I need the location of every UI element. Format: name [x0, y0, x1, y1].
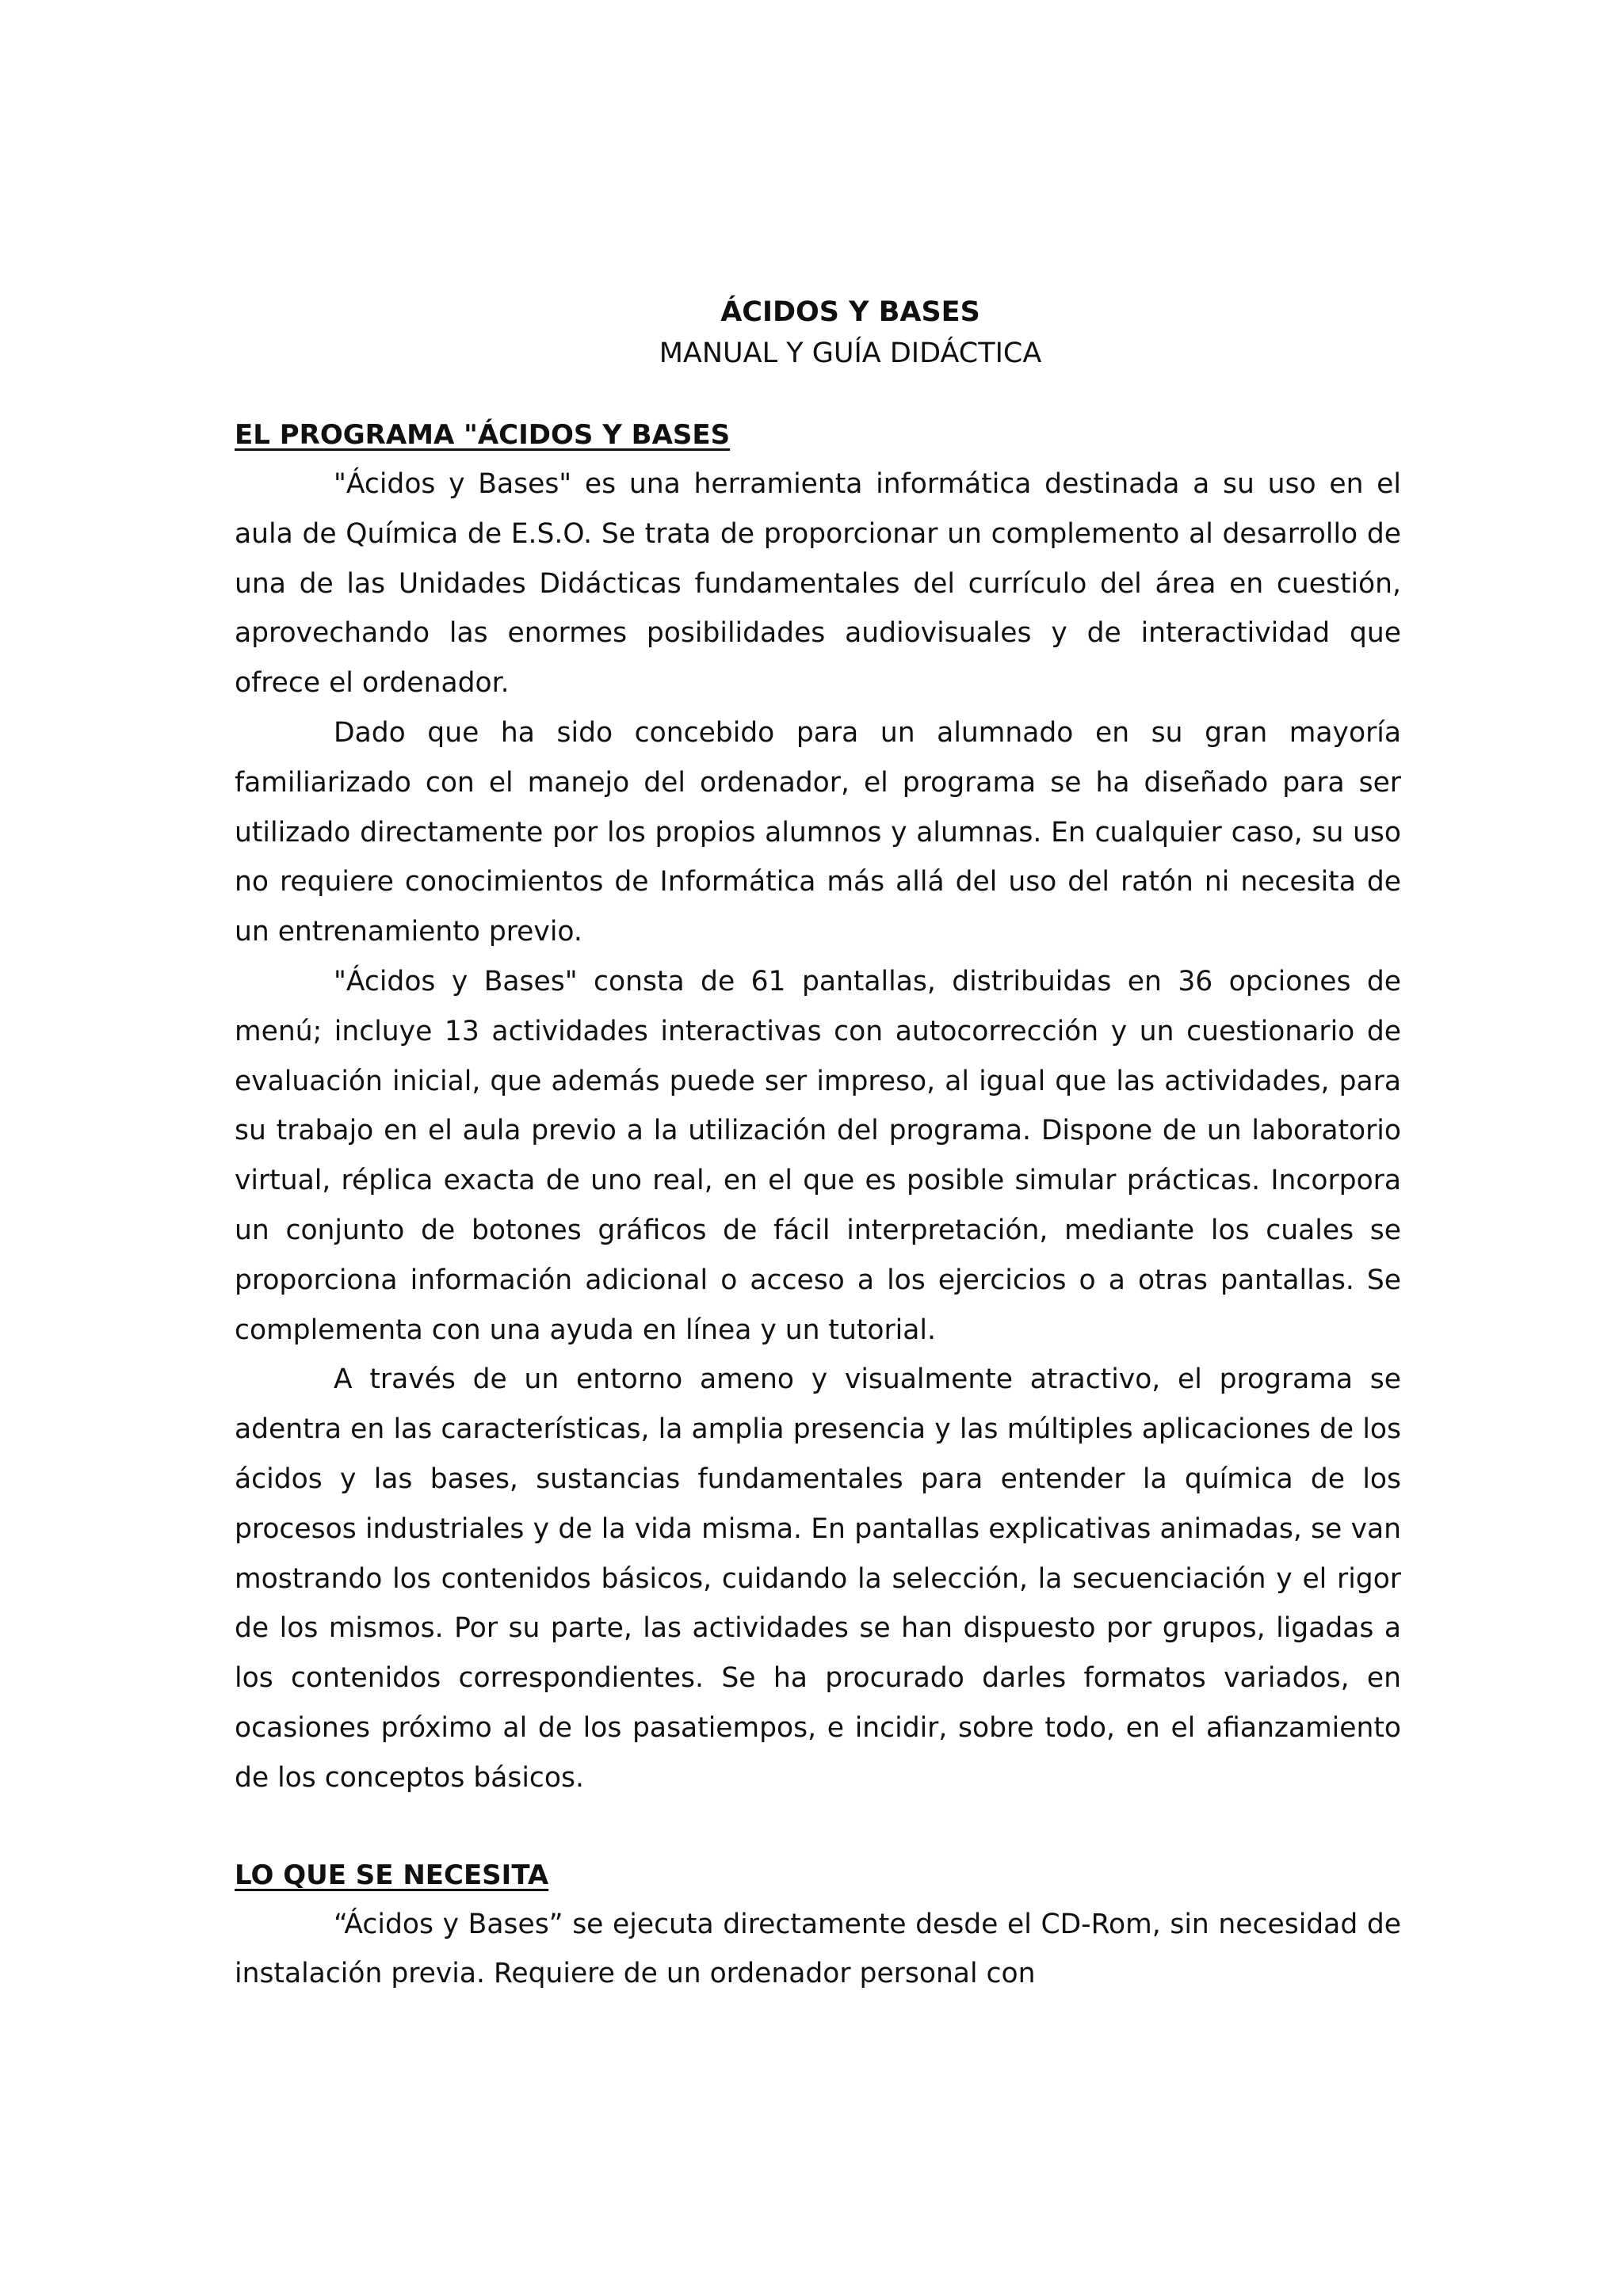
paragraph: A través de un entorno ameno y visualmente atractivo, el programa se adentra en las características, la amplia presencia y las múltiples aplicaciones de los ácidos y las bases, sustancias fundamentales para entender la química de los procesos industriales y de la vida misma. En pantallas explicativas animadas, se van mostrando los contenidos básicos, cuidando la selección, la secuenciación y el rigor de los mismos. Por su parte, las actividades se han dispuesto por grupos, ligadas a los contenidos correspondientes. Se ha procurado darles formatos variados, en ocasiones próximo al de los pasatiempos, e incidir, sobre todo, en el afianzamiento de los conceptos básicos. — [235, 1363, 1401, 1794]
paragraph: “Ácidos y Bases” se ejecuta directamente desde el CD-Rom, sin necesidad de instalación previa. Requiere de un ordenador personal con — [235, 1908, 1401, 1990]
document-subtitle: MANUAL Y GUÍA DIDÁCTICA — [659, 338, 1042, 369]
section-heading-el-programa: EL PROGRAMA "ÁCIDOS Y BASES — [235, 419, 731, 451]
paragraph: "Ácidos y Bases" es una herramienta informática destinada a su uso en el aula de Química de E.S.O. Se trata de proporcionar un complemento al desarrollo de una de las Unidades Didácticas fundamentales del currículo del área en cuestión, aprovechando las enormes posibilidades audiovisuales y de interactividad que ofrece el ordenador. — [235, 468, 1401, 700]
section-heading-lo-que-se-necesita: LO QUE SE NECESITA — [235, 1859, 549, 1891]
paragraph: Dado que ha sido concebido para un alumnado en su gran mayoría familiarizado con el manejo del ordenador, el programa se ha diseñado para ser utilizado directamente por los propios alumnos y alumnas. En cualquier caso, su uso no requiere conocimientos de Informática más allá del uso del ratón ni necesita de un entrenamiento previo. — [235, 716, 1401, 948]
paragraph: "Ácidos y Bases" consta de 61 pantallas, distribuidas en 36 opciones de menú; incluye 13 actividades interactivas con autocorrección y un cuestionario de evaluación inicial, que además puede ser impreso, al igual que las actividades, para su trabajo en el aula previo a la utilización del programa. Dispone de un laboratorio virtual, réplica exacta de uno real, en el que es posible simular prácticas. Incorpora un conjunto de botones gráficos de fácil interpretación, mediante los cuales se proporciona información adicional o acceso a los ejercicios o a otras pantallas. Se complementa con una ayuda en línea y un tutorial. — [235, 965, 1401, 1346]
document-title: ÁCIDOS Y BASES — [720, 296, 980, 328]
document-body — [235, 292, 1401, 1999]
